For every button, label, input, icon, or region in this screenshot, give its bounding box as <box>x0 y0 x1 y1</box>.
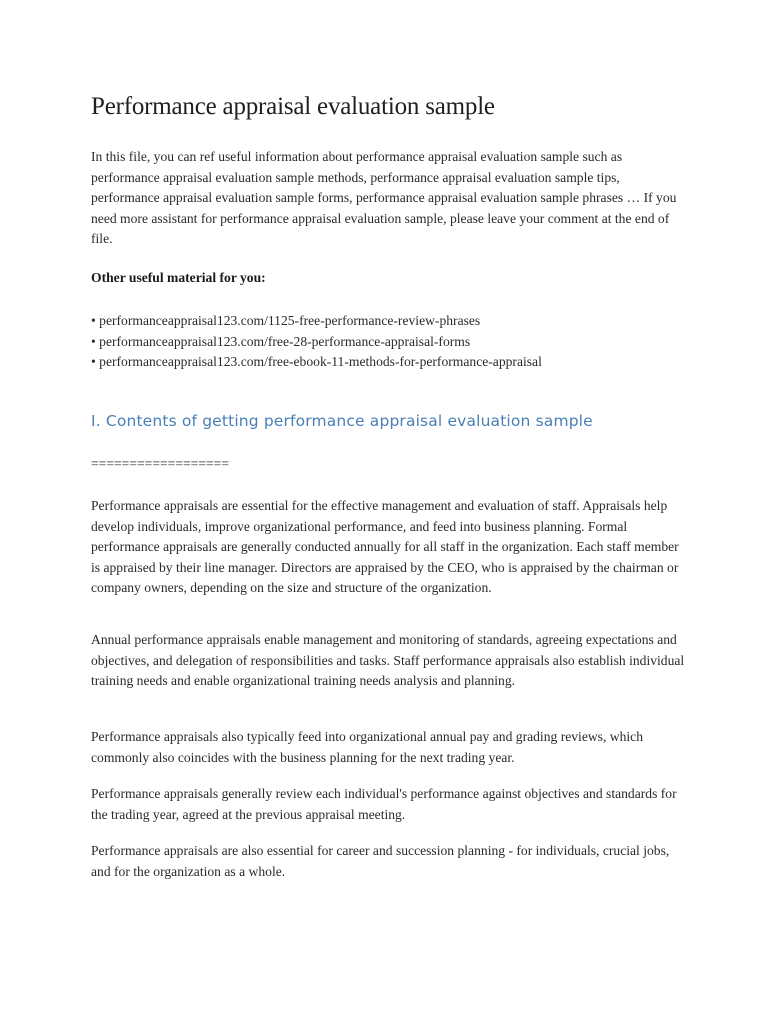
body-paragraph: Performance appraisals also typically feed into organizational annual pay and grading reviews, which commonly also coincides with the business planning for the next trading year. <box>91 729 643 765</box>
document-title: Performance appraisal evaluation sample <box>91 93 495 120</box>
useful-link-item[interactable]: • performanceappraisal123.com/free-ebook-11-methods-for-performance-appraisal <box>91 354 542 369</box>
useful-link-item[interactable]: • performanceappraisal123.com/1125-free-performance-review-phrases <box>91 313 481 328</box>
body-paragraph: Performance appraisals are also essential for career and succession planning - for individuals, crucial jobs, and for the organization as a whole. <box>91 843 670 879</box>
useful-link-item[interactable]: • performanceappraisal123.com/free-28-performance-appraisal-forms <box>91 333 471 349</box>
intro-paragraph: In this file, you can ref useful information about performance appraisal evaluation sample such as performance appraisal evaluation sample methods, performance appraisal evaluation sample tips, performance appraisal evaluation sample forms, performance appraisal evaluation sample phrases … If you need more assistant for performance appraisal evaluation sample, please leave your comment at the end of file. <box>91 149 677 246</box>
body-paragraph: Performance appraisals are essential for the effective management and evaluation of staff. Appraisals help develop individuals, improve organizational performance, and feed into business planning. Formal performance appraisals are generally conducted annually for all staff in the organization. Each staff member is appraised by their line manager. Directors are appraised by the CEO, who is appraised by the chairman or company owners, depending on the size and structure of the organization. <box>91 498 679 595</box>
body-paragraph: Performance appraisals generally review each individual's performance against objectives and standards for the trading year, agreed at the previous appraisal meeting. <box>91 786 677 822</box>
section-heading: I. Contents of getting performance appraisal evaluation sample <box>91 412 593 430</box>
useful-material-heading: Other useful material for you: <box>91 270 266 285</box>
body-paragraph: Annual performance appraisals enable management and monitoring of standards, agreeing expectations and objectives, and delegation of responsibilities and tasks. Staff performance appraisals also establish individual training needs and enable organizational training needs analysis and planning. <box>91 632 685 688</box>
divider-line: ================== <box>91 456 229 471</box>
useful-links-list <box>91 311 542 373</box>
